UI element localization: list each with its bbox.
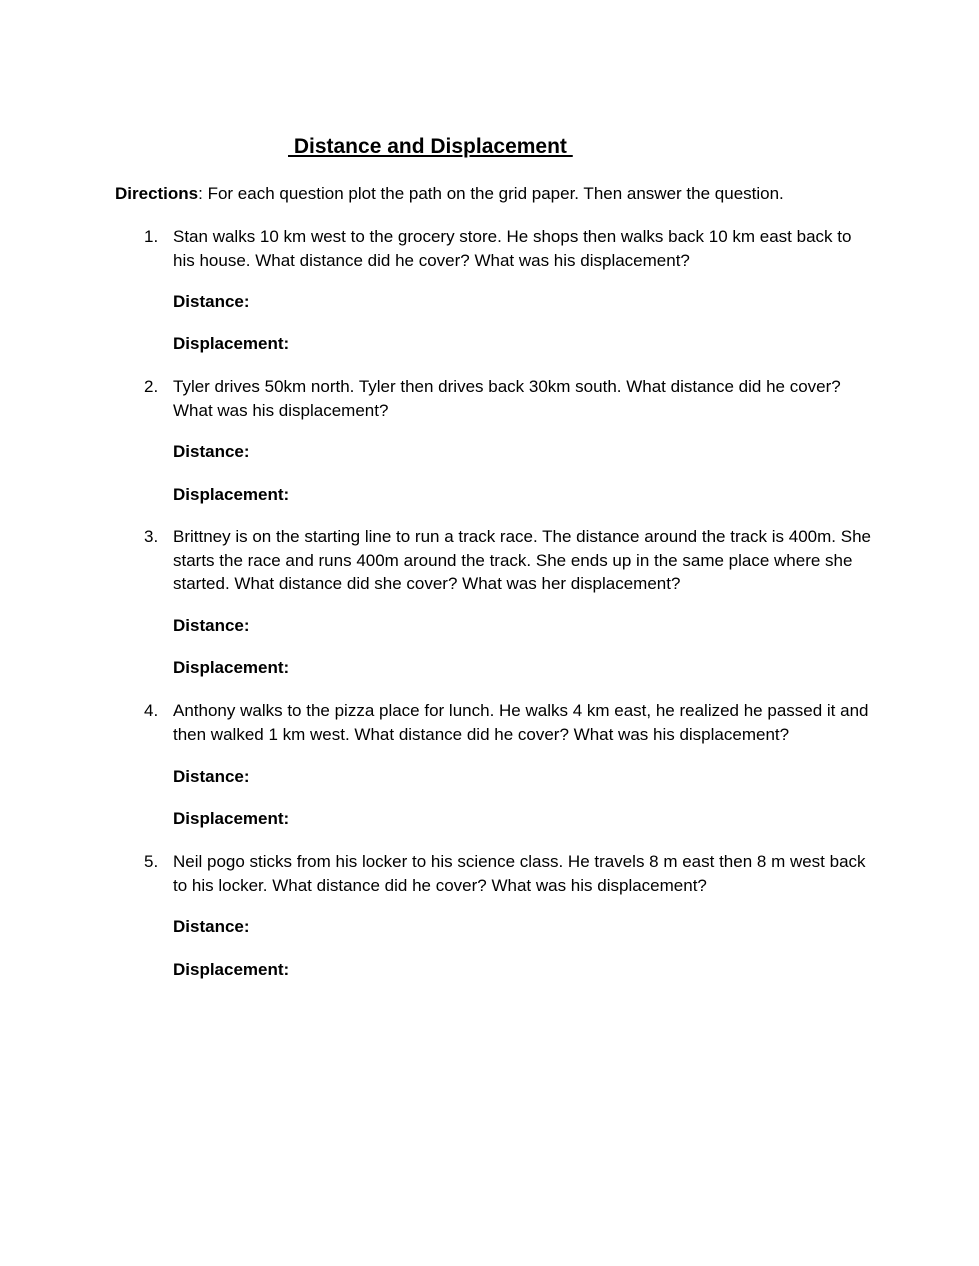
question-number: 1. bbox=[144, 227, 159, 246]
question-number: 3. bbox=[144, 527, 159, 546]
displacement-label: Displacement: bbox=[173, 658, 290, 677]
question-number: 4. bbox=[144, 701, 159, 720]
question-text: Tyler drives 50km north. Tyler then drives back 30km south. What distance did he cover? What was his displacement? bbox=[173, 377, 841, 420]
page-title: Distance and Displacement bbox=[288, 135, 573, 158]
distance-label: Distance: bbox=[173, 767, 250, 786]
distance-label: Distance: bbox=[173, 292, 250, 311]
displacement-label: Displacement: bbox=[173, 485, 290, 504]
displacement-label: Displacement: bbox=[173, 960, 290, 979]
displacement-label: Displacement: bbox=[173, 809, 290, 828]
question-text: Stan walks 10 km west to the grocery store. He shops then walks back 10 km east back to his house. What distance did he cover? What was his displacement? bbox=[173, 227, 852, 270]
question-text: Brittney is on the starting line to run a track race. The distance around the track is 400m. She starts the race and runs 400m around the track. She ends up in the same place where she started. What distance did she cover? What was her displacement? bbox=[173, 527, 871, 593]
directions-label: Directions bbox=[115, 184, 199, 203]
distance-label: Distance: bbox=[173, 616, 250, 635]
question-number: 5. bbox=[144, 852, 159, 871]
question-number: 2. bbox=[144, 377, 159, 396]
question-text: Neil pogo sticks from his locker to his science class. He travels 8 m east then 8 m west back to his locker. What distance did he cover? What was his displacement? bbox=[173, 852, 866, 895]
directions bbox=[115, 183, 784, 205]
directions-text: : For each question plot the path on the grid paper. Then answer the question. bbox=[198, 184, 784, 203]
distance-label: Distance: bbox=[173, 442, 250, 461]
displacement-label: Displacement: bbox=[173, 334, 290, 353]
distance-label: Distance: bbox=[173, 917, 250, 936]
question-text: Anthony walks to the pizza place for lunch. He walks 4 km east, he realized he passed it and then walked 1 km west. What distance did he cover? What was his displacement? bbox=[173, 701, 869, 744]
